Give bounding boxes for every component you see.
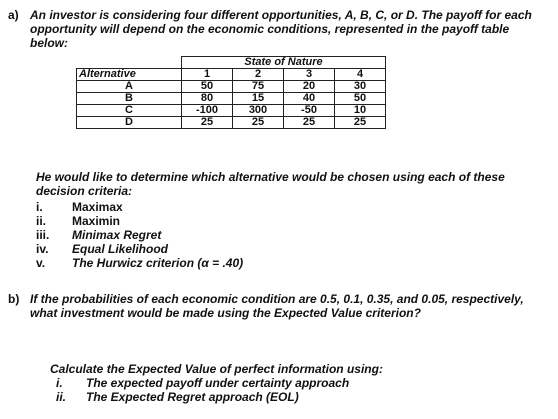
part-a-label: a)	[8, 8, 19, 22]
part-b-label: b)	[8, 292, 20, 306]
payoff-cell: 25	[335, 117, 386, 129]
list-number: v.	[36, 256, 46, 270]
payoff-cell: 25	[182, 117, 233, 129]
column-header: 1	[182, 69, 233, 81]
payoff-cell: -50	[284, 105, 335, 117]
table-row	[77, 93, 386, 105]
evpi-approach: The Expected Regret approach (EOL)	[86, 390, 299, 404]
payoff-cell: 40	[284, 93, 335, 105]
criterion-name: Maximin	[72, 214, 121, 228]
list-number: i.	[36, 200, 43, 214]
list-number: iii.	[36, 228, 50, 242]
criterion-name: Equal Likelihood	[72, 242, 169, 256]
payoff-cell: 50	[182, 81, 233, 93]
alternative-cell: A	[77, 81, 182, 93]
payoff-cell: 20	[284, 81, 335, 93]
part-b-question	[8, 292, 548, 320]
column-header: 4	[335, 69, 386, 81]
table-row	[77, 81, 386, 93]
payoff-cell: 300	[233, 105, 284, 117]
part-a-intro-text: An investor is considering four different opportunities, A, B, C, or D. The payoff for each opportunity will depend on the economic conditions, represented in the payoff table below:	[30, 8, 532, 50]
list-number: iv.	[36, 242, 49, 256]
payoff-cell: 50	[335, 93, 386, 105]
payoff-cell: -100	[182, 105, 233, 117]
payoff-cell: 75	[233, 81, 284, 93]
table-row	[77, 105, 386, 117]
evpi-approach: The expected payoff under certainty approach	[86, 376, 350, 390]
payoff-cell: 10	[335, 105, 386, 117]
evpi-intro: Calculate the Expected Value of perfect information using:	[50, 362, 383, 376]
payoff-cell: 30	[335, 81, 386, 93]
payoff-cell: 25	[233, 117, 284, 129]
payoff-cell: 15	[233, 93, 284, 105]
payoff-cell: 80	[182, 93, 233, 105]
payoff-cell: 25	[284, 117, 335, 129]
list-number: i.	[56, 376, 63, 390]
criterion-name: Maximax	[72, 200, 123, 214]
column-header: 3	[284, 69, 335, 81]
payoff-table	[76, 56, 386, 129]
alternative-cell: B	[77, 93, 182, 105]
criterion-name: The Hurwicz criterion (α = .40)	[72, 256, 244, 270]
part-b-text: If the probabilities of each economic condition are 0.5, 0.1, 0.35, and 0.05, respectively, what investment would be made using the Expected Value criterion?	[30, 292, 524, 320]
list-number: ii.	[56, 390, 67, 404]
criteria-intro: He would like to determine which alternative would be chosen using each of these decision criteria:	[36, 170, 505, 198]
state-of-nature-header-row	[77, 57, 386, 69]
part-a-question	[8, 8, 548, 50]
alternative-cell: D	[77, 117, 182, 129]
table-row	[77, 117, 386, 129]
column-header: 2	[233, 69, 284, 81]
state-of-nature-title: State of Nature	[182, 57, 386, 69]
alternative-header: Alternative	[77, 69, 182, 81]
table-header-row	[77, 69, 386, 81]
criterion-name: Minimax Regret	[72, 228, 162, 242]
alternative-cell: C	[77, 105, 182, 117]
list-number: ii.	[36, 214, 47, 228]
